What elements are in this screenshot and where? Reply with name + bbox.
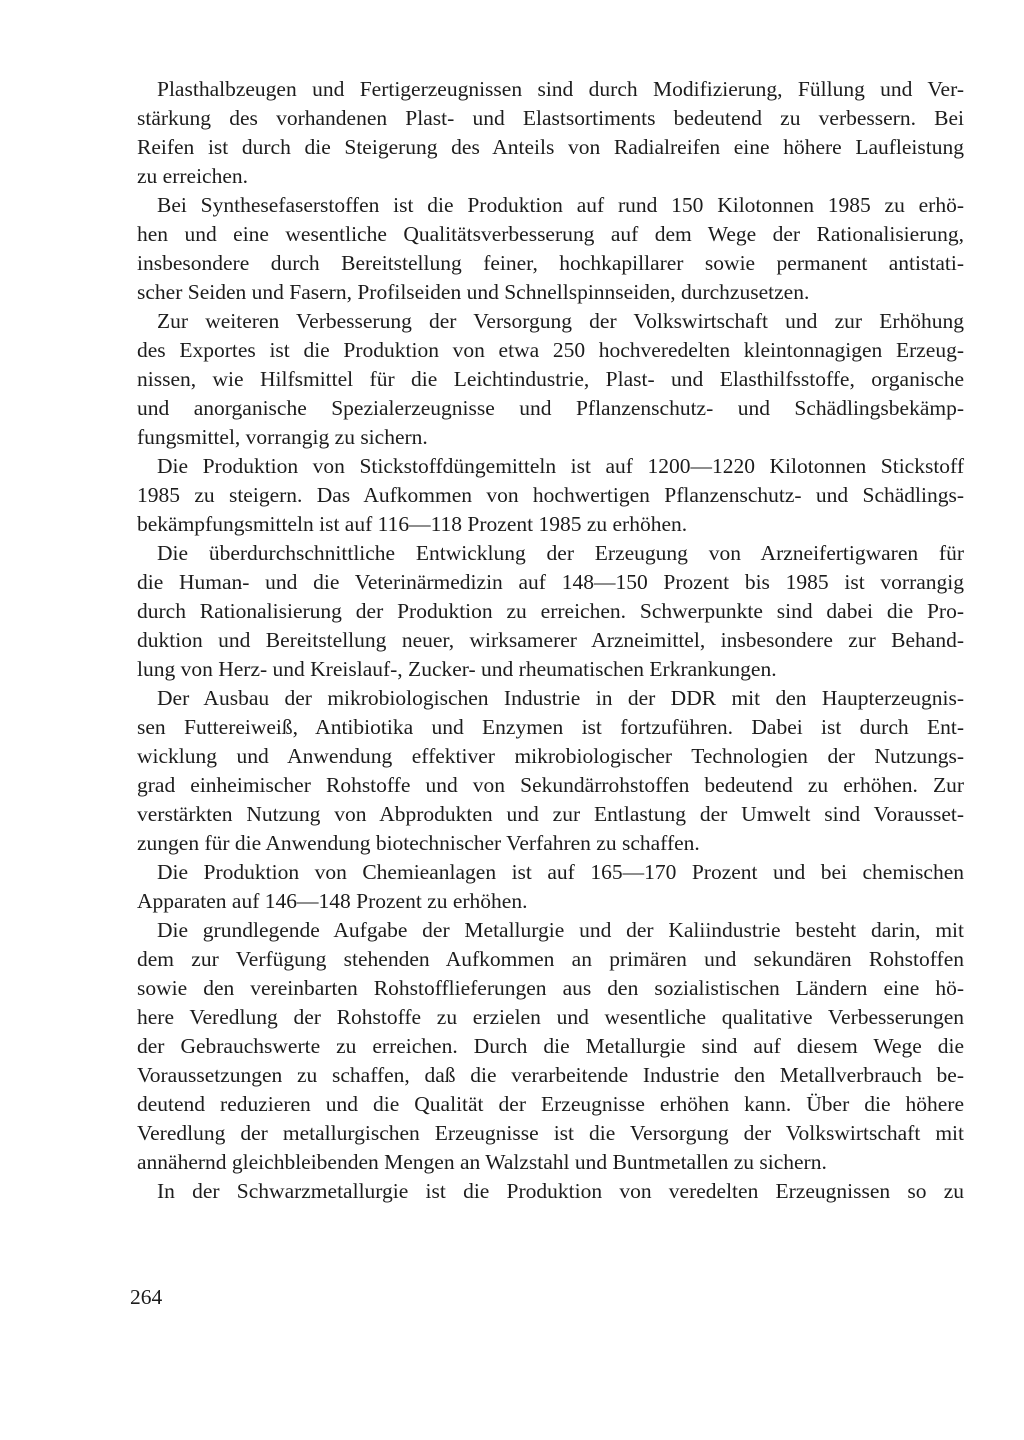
paragraph — [137, 916, 964, 1177]
text-line: fungsmittel, vorrangig zu sichern. — [137, 425, 428, 449]
paragraph — [137, 858, 964, 916]
text-line: hen und eine wesentliche Qualitätsverbesserung auf dem Wege der Rationalisierung, — [137, 222, 964, 246]
text-line: In der Schwarzmetallurgie ist die Produktion von veredelten Erzeugnissen so zu — [157, 1179, 964, 1203]
text-line: sen Futtereiweiß, Antibiotika und Enzymen ist fortzuführen. Dabei ist durch Ent- — [137, 715, 964, 739]
paragraph — [137, 452, 964, 539]
text-line: Plasthalbzeugen und Fertigerzeugnissen sind durch Modifizierung, Füllung und Ver- — [157, 77, 964, 101]
paragraph — [137, 307, 964, 452]
text-line: duktion und Bereitstellung neuer, wirksamerer Arzneimittel, insbesondere zur Behand- — [137, 628, 964, 652]
text-line: nissen, wie Hilfsmittel für die Leichtindustrie, Plast- und Elasthilfsstoffe, organische — [137, 367, 964, 391]
text-line: 1985 zu steigern. Das Aufkommen von hochwertigen Pflanzenschutz- und Schädlings- — [137, 483, 964, 507]
text-line: verstärkten Nutzung von Abprodukten und zur Entlastung der Umwelt sind Vorausset- — [137, 802, 964, 826]
text-line: Veredlung der metallurgischen Erzeugnisse ist die Versorgung der Volkswirtschaft mit — [137, 1121, 964, 1145]
text-line: Die Produktion von Chemieanlagen ist auf 165—170 Prozent und bei chemischen — [157, 860, 964, 884]
text-line: bekämpfungsmitteln ist auf 116—118 Prozent 1985 zu erhöhen. — [137, 512, 688, 536]
text-line: Apparaten auf 146—148 Prozent zu erhöhen. — [137, 889, 528, 913]
text-line: Der Ausbau der mikrobiologischen Industrie in der DDR mit den Haupterzeugnis- — [157, 686, 964, 710]
text-line: zungen für die Anwendung biotechnischer Verfahren zu schaffen. — [137, 831, 700, 855]
text-line: Voraussetzungen zu schaffen, daß die verarbeitende Industrie den Metallverbrauch be- — [137, 1063, 964, 1087]
text-line: grad einheimischer Rohstoffe und von Sekundärrohstoffen bedeutend zu erhöhen. Zur — [137, 773, 964, 797]
text-line: die Human- und die Veterinärmedizin auf 148—150 Prozent bis 1985 ist vorrangig — [137, 570, 964, 594]
text-line: here Veredlung der Rohstoffe zu erzielen und wesentliche qualitative Verbesserungen — [137, 1005, 964, 1029]
paragraph — [137, 191, 964, 307]
text-line: lung von Herz- und Kreislauf-, Zucker- und rheumatischen Erkrankungen. — [137, 657, 777, 681]
text-line: Die grundlegende Aufgabe der Metallurgie und der Kaliindustrie besteht darin, mit — [157, 918, 964, 942]
body-text — [137, 75, 964, 1206]
text-line: sowie den vereinbarten Rohstofflieferungen aus den sozialistischen Ländern eine hö- — [137, 976, 964, 1000]
text-line: annähernd gleichbleibenden Mengen an Walzstahl und Buntmetallen zu sichern. — [137, 1150, 827, 1174]
paragraph — [137, 684, 964, 858]
text-line: Die überdurchschnittliche Entwicklung der Erzeugung von Arzneifertigwaren für — [157, 541, 964, 565]
paragraph — [137, 539, 964, 684]
text-line: Reifen ist durch die Steigerung des Anteils von Radialreifen eine höhere Laufleistung — [137, 135, 964, 159]
paragraph — [137, 1177, 964, 1206]
text-line: der Gebrauchswerte zu erreichen. Durch die Metallurgie sind auf diesem Wege die — [137, 1034, 964, 1058]
text-line: wicklung und Anwendung effektiver mikrobiologischer Technologien der Nutzungs- — [137, 744, 964, 768]
text-line: dem zur Verfügung stehenden Aufkommen an primären und sekundären Rohstoffen — [137, 947, 964, 971]
text-line: des Exportes ist die Produktion von etwa 250 hochveredelten kleintonnagigen Erzeug- — [137, 338, 964, 362]
text-line: durch Rationalisierung der Produktion zu erreichen. Schwerpunkte sind dabei die Pro- — [137, 599, 964, 623]
text-line: und anorganische Spezialerzeugnisse und Pflanzenschutz- und Schädlingsbekämp- — [137, 396, 964, 420]
text-line: scher Seiden und Fasern, Profilseiden und Schnellspinnseiden, durchzusetzen. — [137, 280, 810, 304]
text-line: stärkung des vorhandenen Plast- und Elastsortiments bedeutend zu verbessern. Bei — [137, 106, 964, 130]
text-line: Bei Synthesefaserstoffen ist die Produktion auf rund 150 Kilotonnen 1985 zu erhö- — [157, 193, 964, 217]
text-line: Zur weiteren Verbesserung der Versorgung der Volkswirtschaft und zur Erhöhung — [157, 309, 964, 333]
text-line: deutend reduzieren und die Qualität der Erzeugnisse erhöhen kann. Über die höhere — [137, 1092, 964, 1116]
text-line: insbesondere durch Bereitstellung feiner, hochkapillarer sowie permanent antistati- — [137, 251, 964, 275]
text-line: Die Produktion von Stickstoffdüngemitteln ist auf 1200—1220 Kilotonnen Stickstoff — [157, 454, 964, 478]
page-number: 264 — [130, 1285, 163, 1309]
paragraph — [137, 75, 964, 191]
text-line: zu erreichen. — [137, 164, 249, 188]
